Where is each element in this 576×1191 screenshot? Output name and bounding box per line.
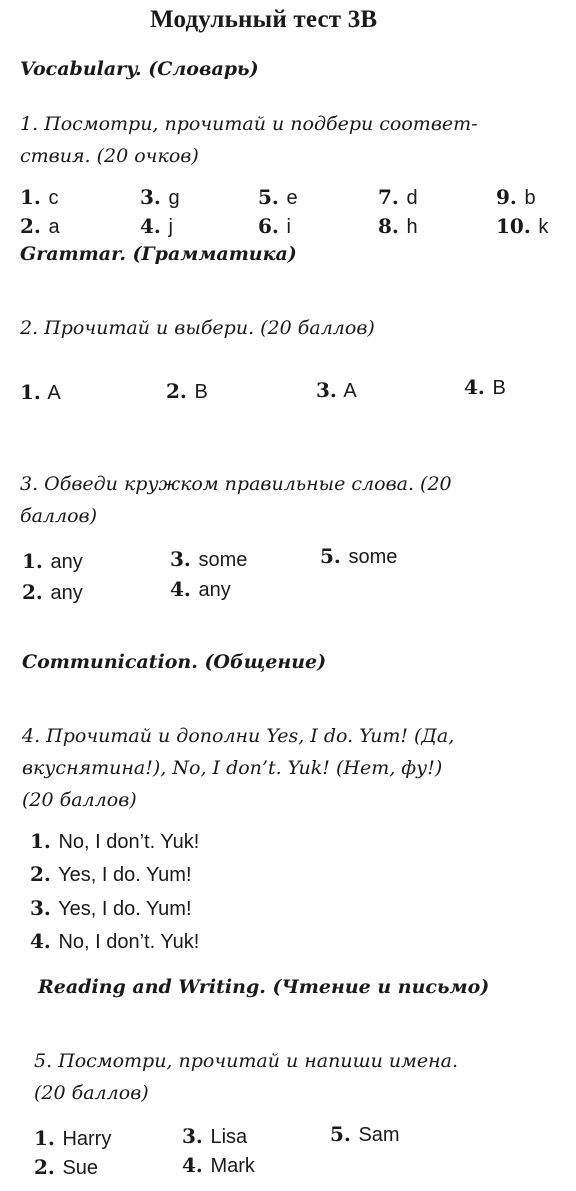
task3-answer-1: 1. any <box>22 549 83 573</box>
section-vocabulary: Vocabulary. (Словарь) <box>20 58 259 80</box>
task2-answer-3: 3. A <box>316 378 357 402</box>
task1-answer-9: 9. b <box>496 185 536 209</box>
page-title: Модульный тест 3B <box>150 6 378 33</box>
task1-answer-8: 8. h <box>378 214 418 238</box>
task1-answer-6: 6. i <box>258 214 291 238</box>
task5-instruction-line1: 5. Посмотри, прочитай и напиши имена. <box>34 1050 459 1072</box>
task2-answer-4: 4. B <box>464 375 506 399</box>
task5-answer-3: 3. Lisa <box>182 1124 248 1148</box>
task4-instruction-line2: вкуснятина!), No, I don’t. Yuk! (Нет, фу!) <box>22 757 443 779</box>
task3-answer-2: 2. any <box>22 580 83 604</box>
task3-answer-4: 4. any <box>170 577 231 601</box>
task1-instruction-line2: ствия. (20 очков) <box>20 145 199 167</box>
task1-instruction-line1: 1. Посмотри, прочитай и подбери соответ- <box>20 113 478 135</box>
task1-answer-7: 7. d <box>378 185 418 209</box>
task3-answer-3: 3. some <box>170 547 248 571</box>
task3-instruction-line1: 3. Обведи кружком правильные слова. (20 <box>20 473 452 495</box>
task1-answer-5: 5. e <box>258 185 298 209</box>
task1-answer-4: 4. j <box>140 214 173 238</box>
task4-instruction-line3: (20 баллов) <box>22 789 137 811</box>
task4-answer-3: 3. Yes, I do. Yum! <box>30 896 192 920</box>
task2-answer-1: 1. A <box>20 380 61 404</box>
task4-instruction-line1: 4. Прочитай и дополни Yes, I do. Yum! (Да, <box>22 725 455 747</box>
task1-answer-2: 2. a <box>20 214 60 238</box>
section-reading-writing: Reading and Writing. (Чтение и письмо) <box>38 976 490 998</box>
task4-answer-4: 4. No, I don’t. Yuk! <box>30 929 200 953</box>
section-grammar: Grammar. (Грамматика) <box>20 243 297 265</box>
section-communication: Communication. (Общение) <box>22 651 327 673</box>
task1-answer-10: 10. k <box>496 214 549 238</box>
task2-instruction: 2. Прочитай и выбери. (20 баллов) <box>20 317 375 339</box>
task5-answer-2: 2. Sue <box>34 1155 99 1179</box>
task2-answer-2: 2. B <box>166 379 208 403</box>
task3-instruction-line2: баллов) <box>20 505 98 527</box>
task5-instruction-line2: (20 баллов) <box>34 1082 149 1104</box>
task4-answer-2: 2. Yes, I do. Yum! <box>30 862 192 886</box>
task1-answer-3: 3. g <box>140 185 180 209</box>
task1-answer-1: 1. c <box>20 185 59 209</box>
task5-answer-4: 4. Mark <box>182 1153 255 1177</box>
task3-answer-5: 5. some <box>320 544 398 568</box>
task4-answer-1: 1. No, I don’t. Yuk! <box>30 829 200 853</box>
task5-answer-5: 5. Sam <box>330 1122 400 1146</box>
task5-answer-1: 1. Harry <box>34 1126 112 1150</box>
